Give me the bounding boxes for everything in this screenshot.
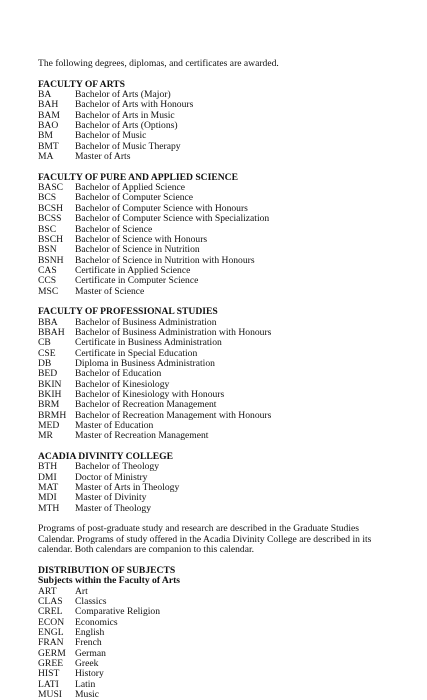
item-name: Art [75, 585, 88, 597]
item-name: Bachelor of Arts in Music [75, 109, 175, 121]
item-name: Bachelor of Theology [75, 461, 160, 473]
item-name: Bachelor of Computer Science with Specialization [75, 213, 270, 225]
item-name: Bachelor of Kinesiology [75, 378, 170, 390]
item-name: Master of Arts [75, 151, 131, 163]
item-code: CCS [38, 275, 57, 287]
item-code: ART [38, 585, 57, 597]
item-code: BSNH [38, 254, 64, 266]
item-name: Bachelor of Science in Nutrition [75, 244, 200, 256]
item-name: Bachelor of Business Administration [75, 316, 217, 328]
item-name: German [75, 647, 106, 659]
item-code: BCSH [38, 202, 64, 214]
item-name: Master of Theology [75, 502, 152, 514]
item-name: Classics [75, 595, 107, 607]
item-name: Certificate in Business Administration [75, 337, 222, 349]
item-name: Greek [75, 657, 99, 669]
section-title: FACULTY OF ARTS [38, 78, 125, 90]
item-name: Latin [75, 678, 96, 690]
section-title: FACULTY OF PURE AND APPLIED SCIENCE [38, 171, 238, 183]
item-code: HIST [38, 668, 60, 680]
item-name: Bachelor of Recreation Management [75, 399, 217, 411]
faculty-section [38, 80, 398, 163]
item-code: CB [38, 337, 51, 349]
item-code: MR [38, 430, 53, 442]
item-code: BSC [38, 223, 57, 235]
item-name: Bachelor of Music Therapy [75, 140, 181, 152]
item-code: BRM [38, 399, 60, 411]
item-code: BSCH [38, 233, 64, 245]
item-name: Doctor of Ministry [75, 471, 148, 483]
item-name: History [75, 668, 104, 680]
item-name: Certificate in Computer Science [75, 275, 199, 287]
section-title: FACULTY OF PROFESSIONAL STUDIES [38, 306, 218, 318]
faculty-sections [38, 80, 398, 514]
item-code: CREL [38, 606, 63, 618]
item-code: MAT [38, 482, 59, 494]
item-name: English [75, 626, 105, 638]
item-code: MTH [38, 502, 60, 514]
item-name: Certificate in Applied Science [75, 264, 191, 276]
faculty-section [38, 452, 398, 514]
item-name: Bachelor of Business Administration with Honours [75, 326, 272, 338]
item-name: Bachelor of Science in Nutrition with Honours [75, 254, 255, 266]
item-name: Music [75, 688, 99, 700]
intro-text: The following degrees, diplomas, and certificates are awarded. [38, 58, 279, 69]
list-item [38, 152, 398, 162]
list-item [38, 669, 398, 679]
item-code: LATI [38, 678, 59, 690]
item-code: MA [38, 151, 54, 163]
item-name: Bachelor of Kinesiology with Honours [75, 389, 225, 400]
item-code: BM [38, 130, 53, 142]
item-code: CSE [38, 347, 56, 359]
faculty-section [38, 173, 398, 297]
item-name: Bachelor of Arts (Major) [75, 89, 171, 101]
list-item [38, 690, 398, 700]
item-name: Master of Science [75, 285, 145, 297]
item-code: CLAS [38, 595, 63, 607]
item-code: BKIH [38, 389, 62, 400]
item-name: Master of Arts in Theology [75, 482, 180, 494]
item-code: ENGL [38, 626, 64, 638]
item-name: Bachelor of Computer Science with Honours [75, 202, 248, 214]
item-code: MED [38, 420, 60, 432]
item-name: Bachelor of Education [75, 368, 162, 380]
postgrad-note: Programs of post-graduate study and research are described in the Graduate Studies Calendar. Programs of study offered in the Acadia Divinity College are described in its calendar. Both calendars are companion to this calendar. [38, 523, 372, 556]
item-name: Master of Divinity [75, 492, 147, 504]
item-code: ECON [38, 616, 65, 628]
item-name: Diploma in Business Administration [75, 357, 215, 369]
item-code: FRAN [38, 637, 64, 649]
list-item [38, 649, 398, 659]
subject-list [38, 587, 398, 700]
item-name: French [75, 637, 102, 649]
list-item [38, 287, 398, 297]
item-code: BCSS [38, 213, 62, 225]
item-code: MUSI [38, 688, 62, 700]
list-item [38, 607, 398, 617]
distribution-title: DISTRIBUTION OF SUBJECTS [38, 564, 176, 576]
item-name: Economics [75, 616, 118, 628]
item-code: BKIN [38, 378, 62, 390]
faculty-section [38, 307, 398, 441]
list-item [38, 504, 398, 514]
item-code: BMT [38, 140, 59, 152]
item-code: MSC [38, 285, 59, 297]
item-code: BAO [38, 120, 59, 132]
item-code: DB [38, 357, 52, 369]
item-code: BA [38, 89, 52, 101]
list-item [38, 214, 398, 224]
item-name: Master of Education [75, 420, 154, 432]
item-code: BCS [38, 192, 57, 204]
item-name: Comparative Religion [75, 606, 160, 618]
item-code: CAS [38, 264, 57, 276]
list-item [38, 276, 398, 286]
item-name: Bachelor of Arts (Options) [75, 120, 178, 132]
distribution-subtitle: Subjects within the Faculty of Arts [38, 575, 181, 587]
list-item [38, 431, 398, 441]
section-title: ACADIA DIVINITY COLLEGE [38, 451, 174, 463]
item-name: Bachelor of Arts with Honours [75, 99, 194, 111]
item-code: GERM [38, 647, 66, 659]
item-code: BTH [38, 461, 58, 473]
item-code: BBAH [38, 326, 65, 338]
item-name: Bachelor of Recreation Management with Honours [75, 409, 272, 421]
item-name: Bachelor of Computer Science [75, 192, 194, 204]
item-name: Bachelor of Music [75, 130, 147, 142]
item-code: GREE [38, 657, 64, 669]
item-code: BSN [38, 244, 57, 256]
list-item [38, 659, 398, 669]
item-code: DMI [38, 471, 57, 483]
item-code: BBA [38, 316, 58, 328]
item-name: Certificate in Special Education [75, 347, 198, 359]
item-code: BRMH [38, 409, 67, 421]
list-item [38, 245, 398, 255]
item-name: Bachelor of Science with Honours [75, 233, 208, 245]
item-name: Bachelor of Science [75, 223, 153, 235]
item-code: BASC [38, 182, 64, 194]
item-name: Bachelor of Applied Science [75, 182, 186, 194]
document-page [38, 59, 398, 700]
item-code: BAH [38, 99, 59, 111]
list-item [38, 680, 398, 690]
item-code: BAM [38, 109, 60, 121]
item-code: BED [38, 368, 58, 380]
item-code: MDI [38, 492, 57, 504]
item-name: Master of Recreation Management [75, 430, 209, 442]
